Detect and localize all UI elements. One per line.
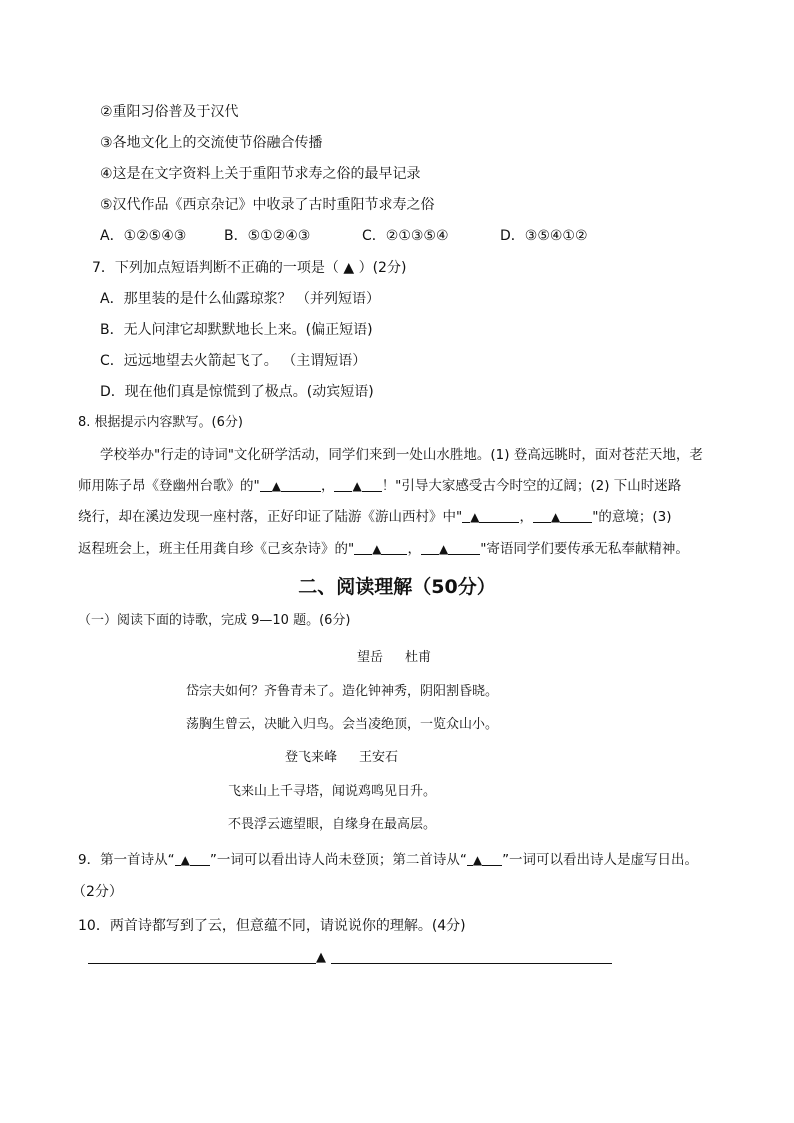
blank-underline bbox=[260, 477, 272, 492]
q6-item-4: ④这是在文字资料上关于重阳节求寿之俗的最早记录 bbox=[100, 166, 421, 182]
poem1-line-2: 荡胸生曾云，决眦入归鸟。会当凌绝顶，一览众山小。 bbox=[186, 717, 499, 732]
poem1-heading bbox=[357, 649, 431, 667]
triangle-marker: ▲ bbox=[352, 479, 362, 493]
q8-blank-2[interactable] bbox=[362, 477, 382, 492]
answer-line-left[interactable] bbox=[88, 963, 316, 964]
blank-underline bbox=[421, 540, 439, 555]
part1-intro: （一）阅读下面的诗歌，完成 9—10 题。(6分) bbox=[78, 613, 351, 628]
q8-blank-6[interactable] bbox=[448, 540, 480, 555]
q7-option-b[interactable]: B．无人问津它却默默地长上来。(偏正短语) bbox=[100, 322, 373, 338]
q6-option-c[interactable]: C．②①③⑤④ bbox=[362, 228, 449, 244]
poem2-line-1: 飞来山上千寻塔，闻说鸡鸣见日升。 bbox=[228, 784, 437, 799]
poem1-title: 望岳 bbox=[357, 650, 384, 665]
poem1-author: 杜甫 bbox=[405, 650, 432, 665]
q8-line4-comma: ， bbox=[407, 541, 421, 557]
triangle-marker: ▲ bbox=[470, 510, 480, 524]
q6-item-2: ②重阳习俗普及于汉代 bbox=[100, 104, 239, 120]
q8-line2-text-c: ！"引导大家感受古今时空的辽阔；(2) 下山时迷路 bbox=[381, 478, 682, 494]
poem2-line-2: 不畏浮云遮望眼，自缘身在最高层。 bbox=[228, 817, 437, 832]
triangle-marker: ▲ bbox=[372, 542, 382, 556]
q8-line3-text-a: 绕行，却在溪边发现一座村落，正好印证了陆游《游山西村》中" bbox=[78, 509, 463, 525]
q9-text-a: 9．第一首诗从“ bbox=[78, 852, 175, 868]
q7-option-a[interactable]: A．那里装的是什么仙露琼浆？ （并列短语） bbox=[100, 291, 381, 307]
q8-line-1: 学校举办"行走的诗词"文化研学活动，同学们来到一处山水胜地。(1) 登高远眺时，面对苍茫天地，老 bbox=[100, 447, 703, 463]
q8-line-2 bbox=[78, 476, 681, 496]
q9-stem bbox=[78, 850, 698, 870]
poem2-author: 王安石 bbox=[359, 750, 399, 765]
q9-text-b: ”一词可以看出诗人尚未登顶；第二首诗从“ bbox=[209, 852, 467, 868]
q6-option-a[interactable]: A．①②⑤④③ bbox=[100, 228, 187, 244]
q10-stem: 10．两首诗都写到了云，但意蕴不同，请说说你的理解。(4分) bbox=[78, 918, 466, 934]
triangle-marker: ▲ bbox=[550, 510, 561, 524]
poem2-title: 登飞来峰 bbox=[285, 750, 338, 765]
poem2-heading bbox=[285, 749, 398, 767]
poem1-line-1: 岱宗夫如何？齐鲁青未了。造化钟神秀，阴阳割昏晓。 bbox=[186, 684, 499, 699]
section-title: 二、阅读理解（50分） bbox=[298, 576, 496, 598]
blank-underline bbox=[334, 477, 352, 492]
q8-stem: 8. 根据提示内容默写。(6分) bbox=[78, 415, 243, 430]
q8-blank-1[interactable] bbox=[281, 477, 321, 492]
q8-blank-3[interactable] bbox=[479, 508, 519, 523]
triangle-marker: ▲ bbox=[472, 853, 483, 867]
q7-stem: 7．下列加点短语判断不正确的一项是（ ▲ ）(2分) bbox=[92, 260, 407, 276]
q9-text-c: ”一词可以看出诗人是虚写日出。 bbox=[502, 852, 699, 868]
answer-line-right[interactable] bbox=[331, 963, 612, 964]
q6-option-d[interactable]: D．③⑤④①② bbox=[500, 228, 588, 244]
q8-line4-text-a: 返程班会上，班主任用龚自珍《己亥杂诗》的" bbox=[78, 541, 355, 557]
triangle-marker: ▲ bbox=[180, 853, 190, 867]
q7-option-d[interactable]: D．现在他们真是惊慌到了极点。(动宾短语) bbox=[100, 384, 374, 400]
blank-underline bbox=[354, 540, 372, 555]
q8-blank-4[interactable] bbox=[560, 508, 592, 523]
q8-blank-5[interactable] bbox=[381, 540, 407, 555]
q9-blank-1[interactable] bbox=[190, 851, 210, 866]
q6-item-5: ⑤汉代作品《西京杂记》中收录了古时重阳节求寿之俗 bbox=[100, 197, 435, 213]
q9-score: （2分） bbox=[72, 884, 123, 900]
q8-line2-comma: ， bbox=[320, 478, 335, 494]
q9-blank-2[interactable] bbox=[482, 851, 502, 866]
triangle-marker: ▲ bbox=[438, 542, 449, 556]
q8-line2-text-a: 师用陈子昂《登幽州台歌》的" bbox=[78, 478, 260, 494]
q8-line-3 bbox=[78, 507, 672, 527]
blank-underline bbox=[533, 508, 551, 523]
q8-line4-text-c: "寄语同学们要传承无私奉献精神。 bbox=[480, 541, 689, 557]
q6-item-3: ③各地文化上的交流使节俗融合传播 bbox=[100, 135, 323, 151]
q8-line3-comma: ， bbox=[519, 509, 533, 525]
triangle-marker: ▲ bbox=[271, 479, 281, 493]
q8-line-4 bbox=[78, 539, 689, 559]
q6-option-b[interactable]: B．⑤①②④③ bbox=[224, 228, 311, 244]
triangle-marker: ▲ bbox=[316, 950, 326, 965]
q7-option-c[interactable]: C．远远地望去火箭起飞了。 （主谓短语） bbox=[100, 353, 367, 369]
q8-line3-text-c: "的意境；(3) bbox=[592, 509, 672, 525]
